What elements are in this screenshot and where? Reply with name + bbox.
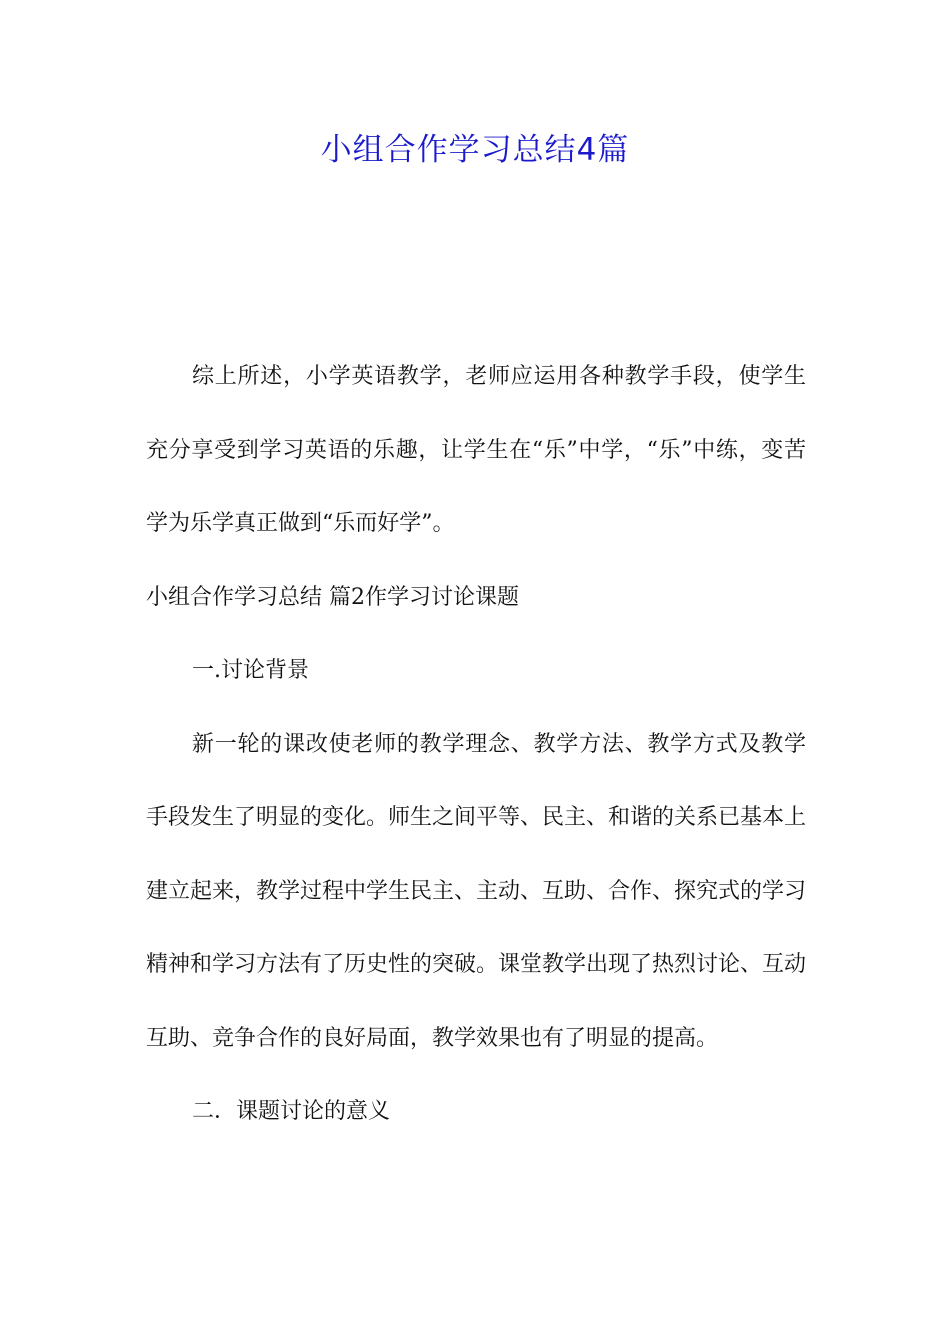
paragraph-conclusion: 综上所述，小学英语教学，老师应运用各种教学手段，使学生充分享受到学习英语的乐趣，让学生在“乐”中学，“乐”中练，变苦学为乐学真正做到“乐而好学”。 xyxy=(146,364,806,536)
document-body xyxy=(146,340,806,1149)
document-title: 小组合作学习总结4篇 xyxy=(320,132,630,168)
section-heading-part2: 小组合作学习总结 篇2作学习讨论课题 xyxy=(146,584,519,610)
paragraph-background: 新一轮的课改使老师的教学理念、教学方法、教学方式及教学手段发生了明显的变化。师生之间平等、民主、和谐的关系已基本上建立起来，教学过程中学生民主、主动、互助、合作、探究式的学习精神和学习方法有了历史性的突破。课堂教学出现了热烈讨论、互动互助、竞争合作的良好局面，教学效果也有了明显的提高。 xyxy=(146,731,807,1051)
subheading-background: 一.讨论背景 xyxy=(192,658,309,683)
subheading-significance: 二．课题讨论的意义 xyxy=(192,1099,391,1124)
